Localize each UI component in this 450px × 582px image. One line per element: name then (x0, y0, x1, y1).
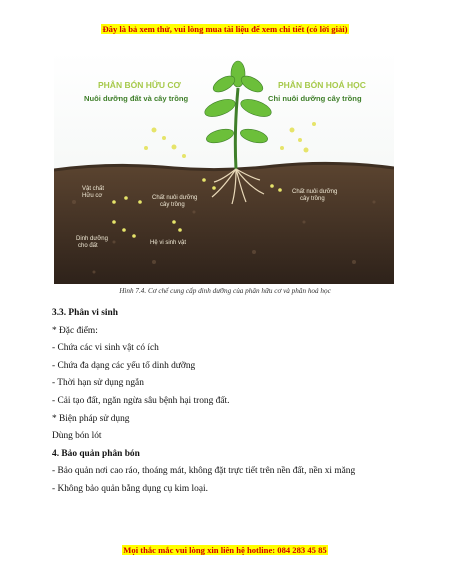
document-body (52, 305, 402, 499)
label-organic-matter-1: Vật chất (82, 186, 105, 192)
label-microbes: Hệ vi sinh vật (150, 240, 187, 246)
label-nutrients-right-1: Chất nuôi dưỡng (292, 189, 338, 195)
hotline-notice (0, 545, 450, 555)
preview-notice-text: Đây là bả xem thử, vui lòng mua tài liệu để xem chi tiết (có lời giải) (102, 24, 348, 34)
label-nutrients-left-1: Chất nuôi dưỡng (152, 195, 198, 201)
feature-item: - Chứa đa dạng các yếu tố dinh dưỡng (52, 360, 196, 371)
feature-item: - Cải tạo đất, ngăn ngừa sâu bệnh hại trong đất. (52, 395, 230, 406)
features-heading: * Đặc điểm: (52, 325, 98, 336)
label-nutrients-left-2: cây trồng (160, 202, 185, 208)
feature-item: - Thời hạn sử dụng ngắn (52, 378, 144, 389)
section-heading-microbial: 3.3. Phân vi sinh (52, 308, 118, 318)
organic-title: PHÂN BÓN HỮU CƠ (98, 80, 181, 90)
label-soil-nutrition-1: Dinh dưỡng (76, 236, 108, 242)
hotline-notice-text: Mọi thắc mắc vui lòng xin liên hệ hotline: 084 283 45 85 (123, 545, 327, 555)
section-heading-storage: 4. Bảo quản phân bón (52, 448, 140, 459)
usage-heading: * Biện pháp sử dụng (52, 413, 130, 424)
chemical-title: PHÂN BÓN HOÁ HỌC (278, 80, 366, 90)
figure-caption: Hình 7.4. Cơ chế cung cấp dinh dưỡng của phân hữu cơ và phân hoá học (119, 287, 331, 295)
usage-text: Dùng bón lót (52, 431, 102, 442)
storage-item: - Không bảo quản bằng dụng cụ kim loại. (52, 483, 208, 494)
chemical-subtitle: Chỉ nuôi dưỡng cây trồng (268, 94, 362, 103)
label-nutrients-right-2: cây trồng (300, 196, 325, 202)
label-organic-matter-2: Hữu cơ (82, 193, 103, 199)
label-soil-nutrition-2: cho đất (78, 243, 98, 249)
preview-notice (0, 24, 450, 34)
organic-subtitle: Nuôi dưỡng đất và cây trồng (84, 94, 189, 103)
feature-item: - Chứa các vi sinh vật có ích (52, 343, 159, 354)
storage-item: - Bảo quản nơi cao ráo, thoáng mát, không đặt trực tiết trên nền đất, nền xi măng (52, 466, 356, 477)
fertilizer-illustration (54, 52, 394, 284)
